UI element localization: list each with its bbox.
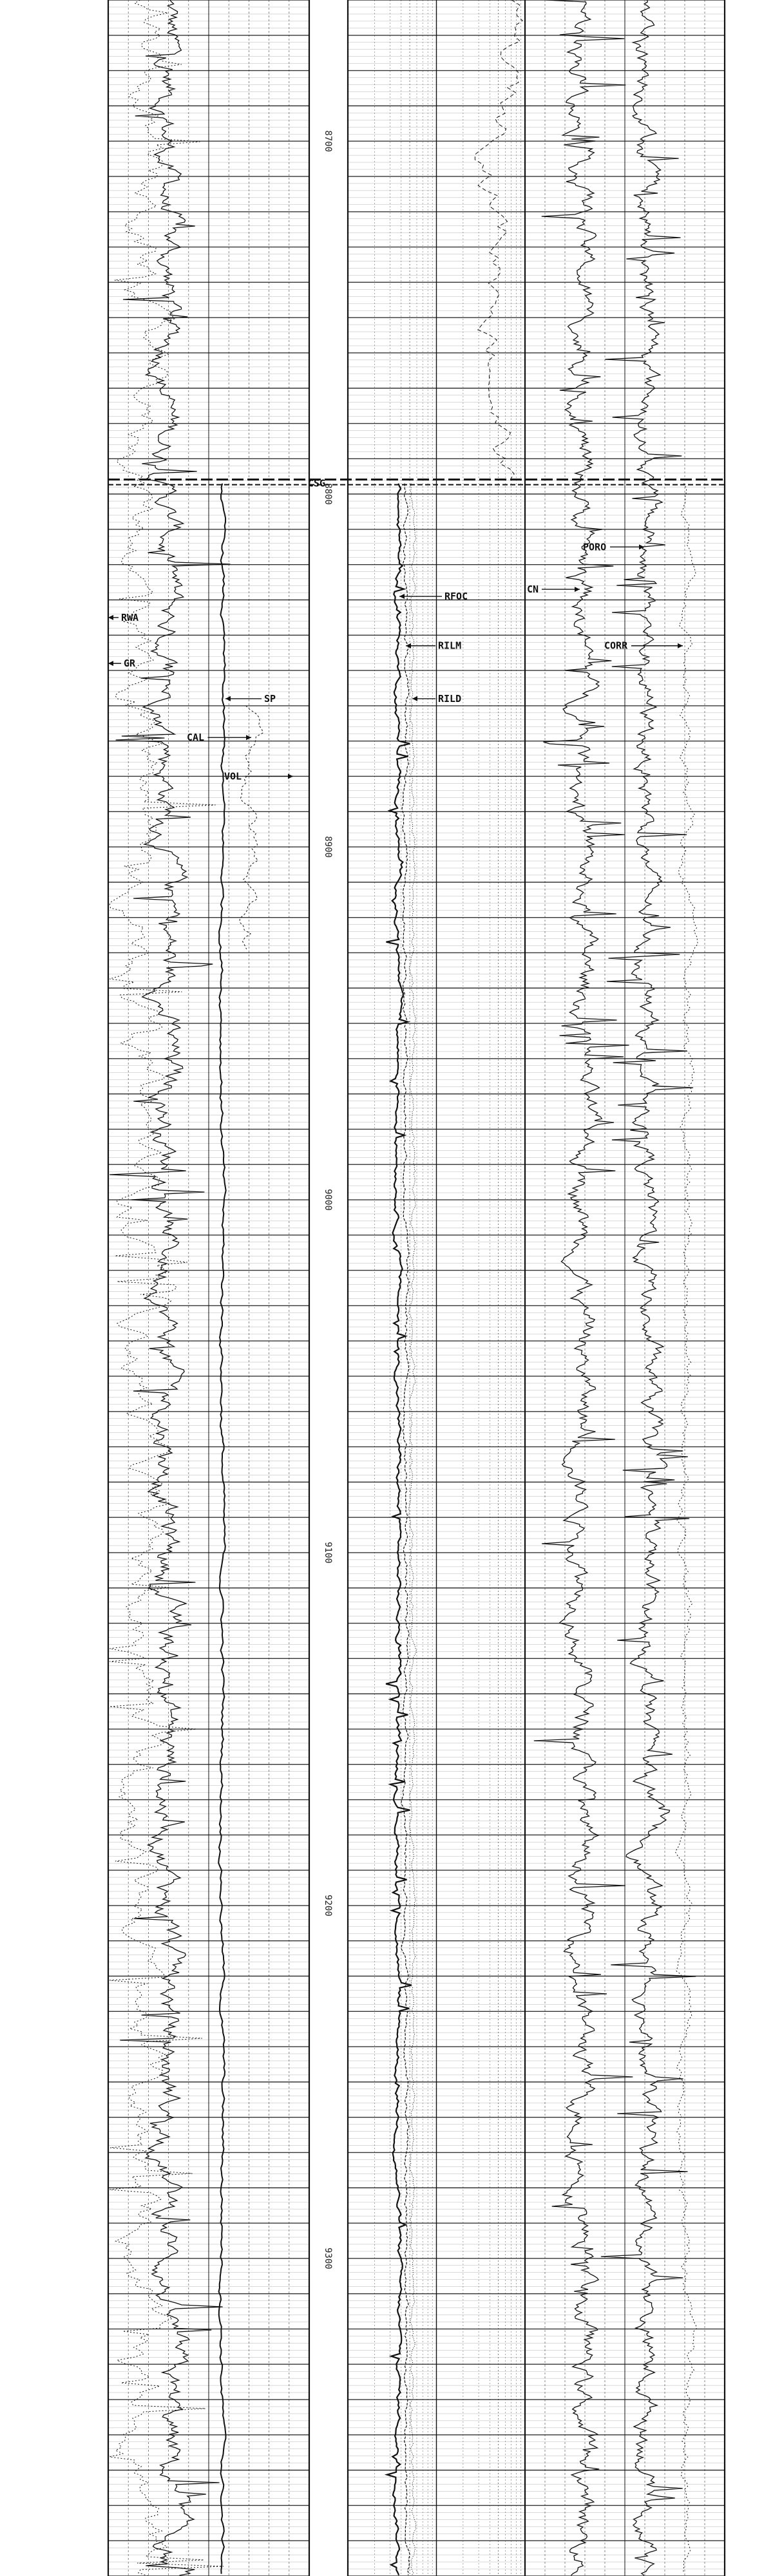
curve-label-text: CORR	[604, 639, 628, 652]
curve-label-text: RILM	[438, 639, 462, 652]
depth-tick-label	[323, 1895, 333, 1917]
depth-tick-label	[323, 1189, 333, 1211]
casing-label: CSG	[308, 477, 326, 489]
depth-label: 9100	[323, 1542, 333, 1564]
depth-tick-label	[323, 836, 333, 858]
curve-label-text: GR	[124, 658, 136, 670]
depth-label: 8800	[323, 483, 333, 505]
depth-label: 8900	[323, 836, 333, 858]
curve-label-text: RFOC	[444, 591, 468, 603]
depth-tick-label	[323, 130, 333, 152]
depth-label: 8700	[323, 130, 333, 153]
curve-label-text: CN	[527, 583, 539, 596]
curve-label-text: RILD	[438, 692, 462, 705]
depth-label: 9300	[323, 2247, 333, 2269]
depth-label: 9000	[323, 1189, 333, 1211]
curve-label-text: CAL	[187, 732, 205, 744]
curve-label-text: SP	[264, 692, 276, 705]
curve-label-text: RWA	[121, 611, 139, 623]
depth-label: 9200	[323, 1895, 333, 1917]
curve-label-text: VOL	[224, 770, 242, 782]
curve-label-text: PORO	[583, 541, 607, 553]
depth-tick-label	[323, 1542, 333, 1564]
depth-tick-label	[323, 2248, 333, 2269]
